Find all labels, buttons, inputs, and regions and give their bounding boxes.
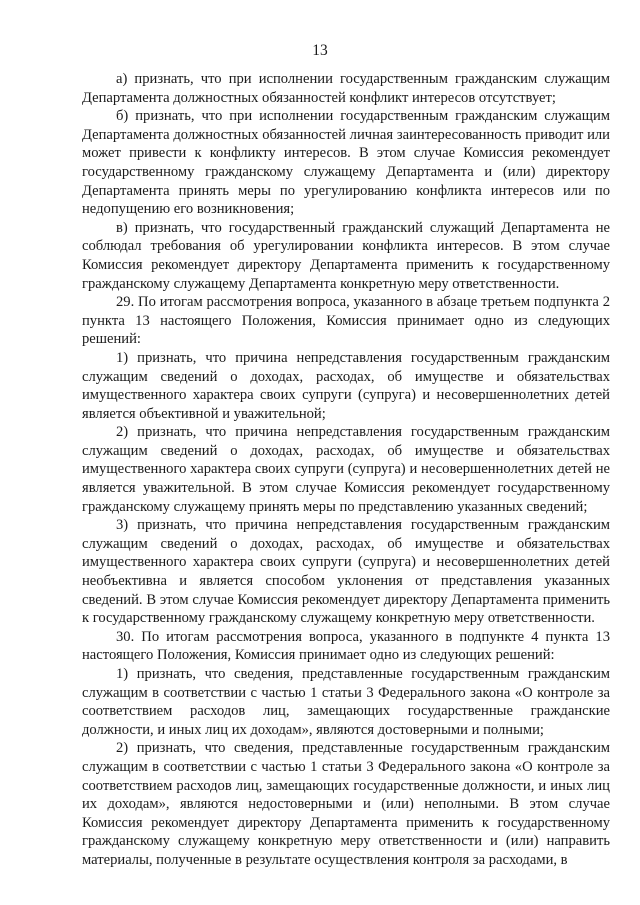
paragraph-29-1: 1) признать, что причина непредставления государственным гражданским служащим сведений о доходах, расходах, об имуществе и обязательствах имущественного характера своих супруги (супруга) и несовершеннолетних детей является объективной и уважительной; — [82, 349, 610, 422]
paragraph-30-1: 1) признать, что сведения, представленные государственным гражданским служащим в соответствии с частью 1 статьи 3 Федерального закона «О контроле за соответствием расходов лиц, замещающих государственные гражданские должности, и иных лиц их доходам», являются достоверными и полными; — [82, 666, 610, 738]
paragraph-v: в) признать, что государственный гражданский служащий Департамента не соблюдал требования об урегулировании конфликта интересов. В этом случае Комиссия рекомендует директору Департамента применить к государственному гражданскому служащему Департамента конкретную меру ответственности. — [82, 219, 610, 292]
paragraph-29: 29. По итогам рассмотрения вопроса, указанного в абзаце третьем подпункта 2 пункта 13 настоящего Положения, Комиссия принимает одно из следующих решений: — [82, 294, 610, 348]
paragraph-a: а) признать, что при исполнении государственным гражданским служащим Департамента должностных обязанностей конфликт интересов отсутствует; — [82, 71, 610, 106]
paragraph-30-2: 2) признать, что сведения, представленные государственным гражданским служащим в соответствии с частью 1 статьи 3 Федерального закона «О контроле за соответствием расходов лиц, замещающих государственные должности, и иных лиц их доходам», являются недостоверными и (или) неполными. В этом случае Комиссия рекомендует директору Департамента применить к государственному гражданскому служащему конкретную меру ответственности и (или) направить материалы, полученные в результате осуществления контроля за расходами, в — [82, 740, 610, 868]
document-body — [82, 70, 610, 870]
paragraph-29-3: 3) признать, что причина непредставления государственным гражданским служащим сведений о доходах, расходах, об имуществе и обязательствах имущественного характера своих супруги (супруга) и несовершеннолетних детей необъективна и является способом уклонения от представления указанных сведений. В этом случае Комиссия рекомендует директору Департамента применить к государственному гражданскому служащему конкретную меру ответственности. — [82, 517, 610, 627]
paragraph-b: б) признать, что при исполнении государственным гражданским служащим Департамента должностных обязанностей личная заинтересованность приводит или может привести к конфликту интересов. В этом случае Комиссия рекомендует государственному гражданскому служащему Департамента и (или) директору Департамента принять меры по урегулированию конфликта интересов или по недопущению его возникновения; — [82, 108, 610, 218]
page-number: 13 — [312, 42, 328, 59]
paragraph-29-2: 2) признать, что причина непредставления государственным гражданским служащим сведений о доходах, расходах, об имуществе и обязательствах имущественного характера своих супруги (супруга) и несовершеннолетних детей не является уважительной. В этом случае Комиссия рекомендует государственному гражданскому служащему принять меры по представлению указанных сведений; — [82, 424, 610, 515]
paragraph-30: 30. По итогам рассмотрения вопроса, указанного в подпункте 4 пункта 13 настоящего Положения, Комиссия принимает одно из следующих решений: — [82, 628, 610, 664]
